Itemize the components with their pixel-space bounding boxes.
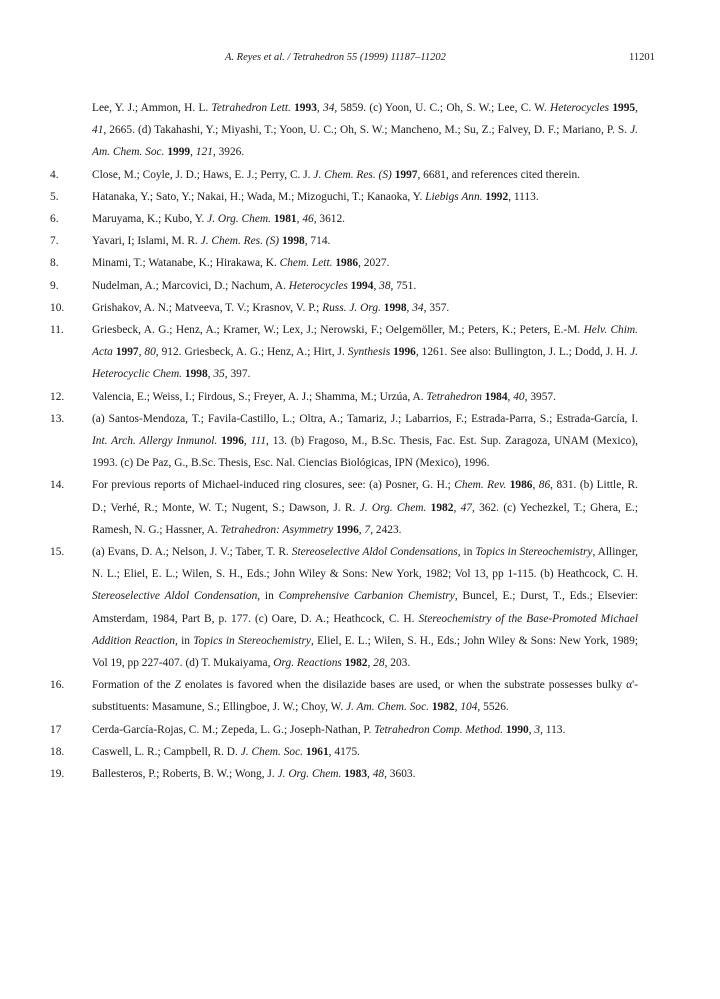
reference-text: Grishakov, A. N.; Matveeva, T. V.; Krasnov, V. P.; Russ. J. Org. 1998, 34, 357. <box>92 301 450 314</box>
reference-text: Ballesteros, P.; Roberts, B. W.; Wong, J. J. Org. Chem. 1983, 48, 3603. <box>92 768 416 781</box>
reference-text: Hatanaka, Y.; Sato, Y.; Nakai, H.; Wada, M.; Mizoguchi, T.; Kanaoka, Y. Liebigs Ann. 1992, 1113. <box>92 190 539 203</box>
reference-text: Close, M.; Coyle, J. D.; Haws, E. J.; Perry, C. J. J. Chem. Res. (S) 1997, 6681, and references cited therein. <box>92 168 581 181</box>
reference-item <box>0 164 720 186</box>
reference-number: 7. <box>50 235 59 248</box>
reference-item <box>0 97 720 164</box>
reference-item <box>0 208 720 230</box>
reference-item <box>0 319 720 386</box>
reference-number: 6. <box>50 213 59 226</box>
reference-text: (a) Evans, D. A.; Nelson, J. V.; Taber, T. R. Stereoselective Aldol Condensations, in Topics in Stereochemistry, Allinger, N. L.; Eliel, E. L.; Wilen, S. H., Eds.; John Wiley & Sons: New York, 1982; Vol 13, pp 1-115. (b) Heathcock, C. H. Stereoselective Aldol Condensation, in Comprehensive Carbanion Chemistry, Buncel, E.; Durst, T., Eds.; Elsevier: Amsterdam, 1984, Part B, p. 177. (c) Oare, D. A.; Heathcock, C. H. Stereochemistry of the Base-Promoted Michael Addition Reaction, in Topics in Stereochemistry, Eliel, E. L.; Wilen, S. H., Eds.; John Wiley & Sons: New York, 1989; Vol 19, pp 227-407. (d) T. Mukaiyama, Org. Reactions 1982, 28, 203. <box>92 546 639 670</box>
reference-number: 18. <box>50 745 65 758</box>
reference-text: Cerda-García-Rojas, C. M.; Zepeda, L. G.; Joseph-Nathan, P. Tetrahedron Comp. Method. 1990, 3, 113. <box>92 723 566 736</box>
reference-item <box>0 719 720 741</box>
page-number: 11201 <box>629 52 655 63</box>
reference-text: Minami, T.; Watanabe, K.; Hirakawa, K. Chem. Lett. 1986, 2027. <box>92 257 390 270</box>
reference-number: 15. <box>50 546 65 559</box>
page-header <box>0 52 720 68</box>
reference-number: 8. <box>50 257 59 270</box>
reference-number: 17 <box>50 723 62 736</box>
reference-text: Maruyama, K.; Kubo, Y. J. Org. Chem. 1981, 46, 3612. <box>92 213 346 226</box>
reference-item <box>0 275 720 297</box>
reference-item <box>0 763 720 785</box>
reference-number: 19. <box>50 768 65 781</box>
reference-text: Formation of the Z enolates is favored when the disilazide bases are used, or when the substrate possesses bulky α'-substituents: Masamune, S.; Ellingboe, J. W.; Choy, W. J. Am. Chem. Soc. 1982, 104, 5526. <box>92 679 638 714</box>
reference-text: Valencia, E.; Weiss, I.; Firdous, S.; Freyer, A. J.; Shamma, M.; Urzúa, A. Tetrahedron 1984, 40, 3957. <box>92 390 556 403</box>
running-head: A. Reyes et al. / Tetrahedron 55 (1999) 11187–11202 <box>225 52 446 63</box>
reference-item <box>0 674 720 718</box>
reference-text: Griesbeck, A. G.; Henz, A.; Kramer, W.; Lex, J.; Nerowski, F.; Oelgemöller, M.; Peters, K.; Peters, E.-M. Helv. Chim. Acta 1997, 80, 912. Griesbeck, A. G.; Henz, A.; Hirt, J. Synthesis 1996, 1261. See also: Bullington, J. L.; Dodd, J. H. J. Heterocyclic Chem. 1998, 35, 397. <box>92 324 638 381</box>
reference-text: Caswell, L. R.; Campbell, R. D. J. Chem. Soc. 1961, 4175. <box>92 745 360 758</box>
reference-number: 5. <box>50 190 59 203</box>
reference-item <box>0 408 720 475</box>
reference-number: 14. <box>50 479 65 492</box>
reference-item <box>0 386 720 408</box>
reference-text: (a) Santos-Mendoza, T.; Favila-Castillo, L.; Oltra, A.; Tamariz, J.; Labarrios, F.; Estrada-Parra, S.; Estrada-García, I. Int. Arch. Allergy Inmunol. 1996, 111, 13. (b) Fragoso, M., B.Sc. Thesis, Fac. Est. Sup. Zaragoza, UNAM (Mexico), 1993. (c) De Paz, G., B.Sc. Thesis, Esc. Nal. Ciencias Biológicas, IPN (Mexico), 1996. <box>92 412 638 470</box>
reference-item <box>0 186 720 208</box>
reference-text: Yavari, I; Islami, M. R. J. Chem. Res. (S) 1998, 714. <box>92 235 331 248</box>
reference-text: Lee, Y. J.; Ammon, H. L. Tetrahedron Lett. 1993, 34, 5859. (c) Yoon, U. C.; Oh, S. W.; Lee, C. W. Heterocycles 1995, 41, 2665. (d) Takahashi, Y.; Miyashi, T.; Yoon, U. C.; Oh, S. W.; Mancheno, M.; Su, Z.; Falvey, D. F.; Mariano, P. S. J. Am. Chem. Soc. 1999, 121, 3926. <box>92 102 638 159</box>
reference-text: Nudelman, A.; Marcovici, D.; Nachum, A. Heterocycles 1994, 38, 751. <box>92 279 417 292</box>
reference-text: For previous reports of Michael-induced ring closures, see: (a) Posner, G. H.; Chem. Rev. 1986, 86, 831. (b) Little, R. D.; Verhé, R.; Monte, W. T.; Nugent, S.; Dawson, J. R. J. Org. Chem. 1982, 47, 362. (c) Yechezkel, T.; Ghera, E.; Ramesh, N. G.; Hassner, A. Tetrahedron: Asymmetry 1996, 7, 2423. <box>92 479 639 536</box>
reference-item <box>0 474 720 541</box>
reference-number: 4. <box>50 168 59 181</box>
reference-number: 12. <box>50 390 65 403</box>
reference-number: 10. <box>50 301 65 314</box>
reference-item <box>0 741 720 763</box>
reference-list <box>0 97 720 785</box>
reference-number: 16. <box>50 679 65 692</box>
reference-number: 11. <box>50 324 64 337</box>
reference-item <box>0 297 720 319</box>
reference-item <box>0 252 720 274</box>
reference-item <box>0 230 720 252</box>
reference-item <box>0 541 720 674</box>
reference-number: 13. <box>50 412 65 425</box>
reference-number: 9. <box>50 279 59 292</box>
